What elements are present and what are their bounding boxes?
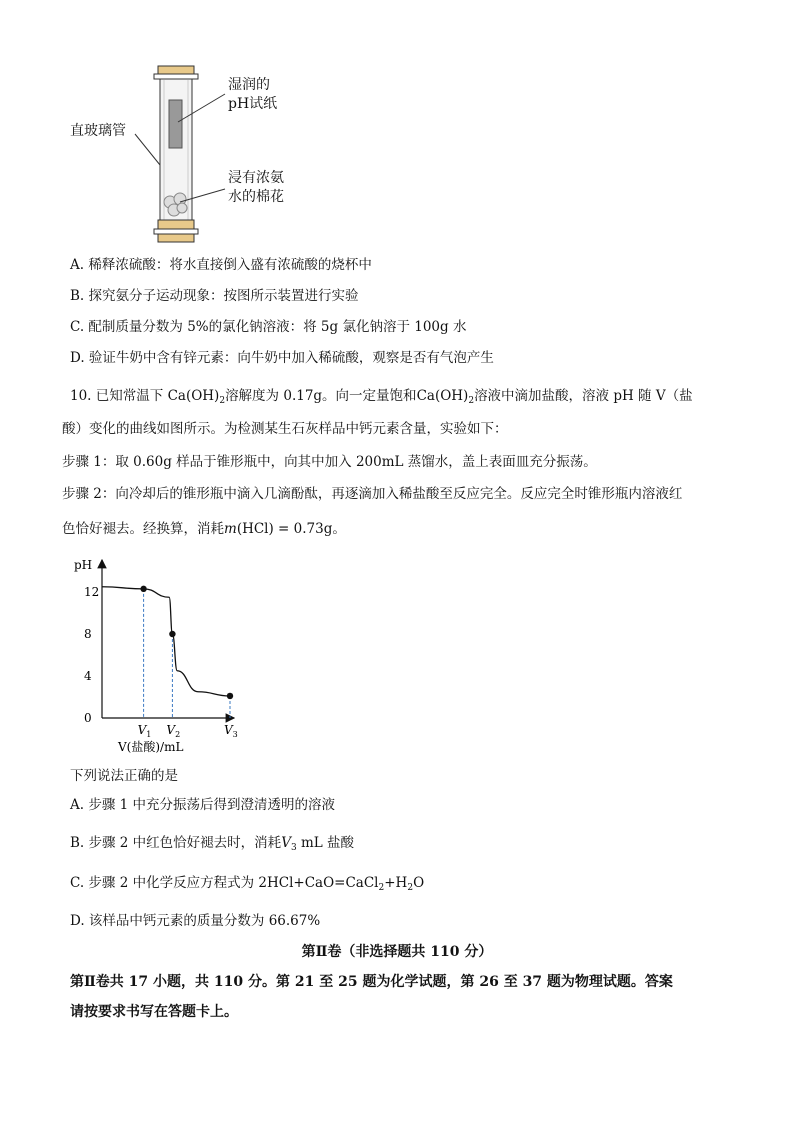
q9-option-d: D. 验证牛奶中含有锌元素：向牛奶中加入稀硫酸，观察是否有气泡产生 xyxy=(70,350,494,366)
q10-option-b: B. 步骤 2 中红色恰好褪去时，消耗$V_3$ mL 盐酸 xyxy=(70,835,355,853)
y-axis-label: pH xyxy=(74,558,93,572)
q9-option-c: C. 配制质量分数为 5%的氯化钠溶液：将 5g 氯化钠溶于 100g 水 xyxy=(70,319,467,335)
ph-chart xyxy=(62,555,252,755)
q10-option-a: A. 步骤 1 中充分振荡后得到澄清透明的溶液 xyxy=(70,797,336,813)
caoh2-formula: $Ca(OH)_2$ xyxy=(416,388,475,406)
q10-prompt: 下列说法正确的是 xyxy=(70,768,178,784)
q9-option-a: A. 稀释浓硫酸：将水直接倒入盛有浓硫酸的烧杯中 xyxy=(70,257,372,273)
mass-symbol: m xyxy=(224,521,237,537)
q10-intro: 10. 已知常温下 xyxy=(70,388,164,404)
q10-step1: 步骤 1：取 0.60g 样品于锥形瓶中，向其中加入 200mL 蒸馏水，盖上表面皿充分振荡。 xyxy=(62,454,597,470)
x-tick-label-v3: $V_3$ xyxy=(224,723,238,739)
cotton-label-line1: 浸有浓氨 xyxy=(228,170,284,186)
section2-desc-line2: 请按要求书写在答题卡上。 xyxy=(70,1004,238,1020)
caoh2-formula: $Ca(OH)_2$ xyxy=(167,388,226,406)
y-tick-label: 4 xyxy=(84,669,92,683)
section2-desc-line1: 第Ⅱ卷共 17 小题，共 110 分。第 21 至 25 题为化学试题，第 26 至 37 题为物理试题。答案 xyxy=(70,974,673,990)
y-tick-label: 8 xyxy=(84,627,92,641)
tube-top-cap xyxy=(158,66,194,74)
apparatus-diagram xyxy=(60,62,320,246)
q10-option-d: D. 该样品中钙元素的质量分数为 66.67% xyxy=(70,913,321,929)
y-tick-label: 0 xyxy=(84,711,92,725)
tube-bottom-cap xyxy=(158,234,194,242)
data-point-v3 xyxy=(227,693,233,699)
section2-title: 第Ⅱ卷（非选择题共 110 分） xyxy=(301,944,493,960)
cotton-label-line2: 水的棉花 xyxy=(228,189,284,205)
data-point-v2 xyxy=(169,631,175,637)
tube-bottom-rim xyxy=(154,229,198,234)
x-axis-label: V(盐酸)/mL xyxy=(118,740,184,754)
x-tick-label-v2: $V_2$ xyxy=(166,723,181,739)
tube-bottom-stopper xyxy=(158,220,194,229)
ph-paper-label-line2: pH试纸 xyxy=(228,96,278,112)
x-tick-label-v1: $V_1$ xyxy=(137,723,152,739)
y-tick-label: 12 xyxy=(84,585,100,599)
ph-paper xyxy=(169,100,182,148)
tube-label: 直玻璃管 xyxy=(70,123,126,139)
q10-step2-line1: 步骤 2：向冷却后的锥形瓶中滴入几滴酚酞，再逐滴加入稀盐酸至反应完全。反应完全时锥形瓶内溶液红 xyxy=(62,486,683,502)
q10-solubility: 溶解度为 0.17g。向一定量饱和 xyxy=(225,388,417,404)
q10-line1 xyxy=(70,386,693,411)
q10-titration: 溶液中滴加盐酸，溶液 pH 随 V（盐 xyxy=(474,388,693,404)
q10-option-c: C. 步骤 2 中化学反应方程式为 $2HCl+CaO=CaCl_2+H_2O$ xyxy=(70,875,425,893)
tube-top-rim xyxy=(154,74,198,79)
ph-curve xyxy=(102,587,230,696)
q10-step2-line2: 色恰好褪去。经换算，消耗m(HCl) = 0.73g。 xyxy=(62,521,346,537)
ph-paper-label-line1: 湿润的 xyxy=(228,77,270,93)
data-point-v1 xyxy=(140,586,146,592)
leader-line-tube xyxy=(135,134,160,165)
q10-line2: 酸）变化的曲线如图所示。为检测某生石灰样品中钙元素含量，实验如下： xyxy=(62,421,508,437)
q9-option-b: B. 探究氨分子运动现象：按图所示装置进行实验 xyxy=(70,288,359,304)
